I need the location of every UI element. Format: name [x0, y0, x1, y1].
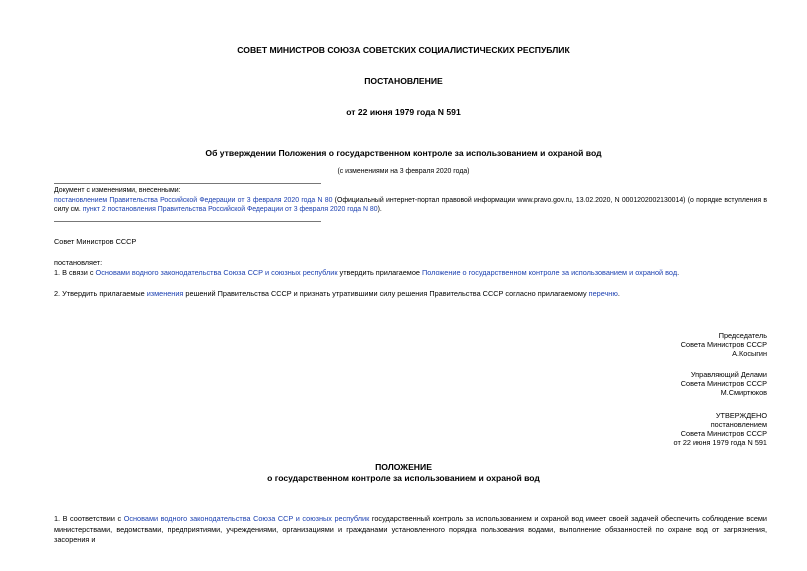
divider-bottom: [54, 221, 321, 222]
regulation-subheading: о государственном контроле за использованием и охраной вод: [267, 473, 540, 483]
link-amendments[interactable]: изменения: [146, 289, 184, 298]
link-decree-80-item2[interactable]: пункт 2 постановления Правительства Российской Федерации от 3 февраля 2020 года N 80: [82, 205, 378, 213]
approval-block: [567, 411, 767, 447]
approval-line-1: УТВЕРЖДЕНО: [715, 411, 767, 420]
divider-top: [54, 183, 321, 184]
link-regulation[interactable]: Положение о государственном контроле за использованием и охраной вод: [421, 268, 678, 277]
item1-mid: утвердить прилагаемое: [337, 268, 422, 277]
changes-intro: Документ с изменениями, внесенными:: [54, 187, 181, 194]
manager-title: Управляющий Делами: [690, 370, 767, 379]
resolution-item-1: [54, 268, 767, 277]
changes-source: (Официальный интернет-портал правовой информации www.pravo.gov.ru, 13.02.2020, N 0001202002130014) (о порядке вступления в силу см.: [54, 197, 767, 213]
resolution-item-2: [54, 289, 767, 298]
regulation-heading: ПОЛОЖЕНИЕ: [375, 462, 432, 472]
chairman-name: А.Косыгин: [732, 349, 767, 359]
council-title: СОВЕТ МИНИСТРОВ СОЮЗА СОВЕТСКИХ СОЦИАЛИСТИЧЕСКИХ РЕСПУБЛИК: [237, 45, 570, 55]
changes-end: ).: [377, 205, 382, 213]
item1-suffix: .: [677, 268, 680, 277]
issuer: Совет Министров СССР: [54, 237, 137, 246]
doc-title: Об утверждении Положения о государственном контроле за использованием и охраной вод: [205, 148, 602, 158]
manager-block: [567, 370, 767, 397]
approval-line-2: постановлением: [710, 420, 767, 430]
manager-org: Совета Министров СССР: [680, 379, 767, 389]
chairman-org: Совета Министров СССР: [680, 340, 767, 350]
approval-line-4: от 22 июня 1979 года N 591: [673, 438, 767, 448]
link-water-law-basics[interactable]: Основами водного законодательства Союза ССР и союзных республик: [95, 268, 338, 277]
chairman-block: [567, 331, 767, 358]
item1-prefix: 1. В связи с: [54, 268, 96, 277]
doc-date-number: от 22 июня 1979 года N 591: [346, 107, 461, 117]
approval-line-3: Совета Министров СССР: [680, 429, 767, 439]
amendments-note: (с изменениями на 3 февраля 2020 года): [337, 168, 470, 175]
manager-name: М.Смиртюков: [720, 388, 767, 398]
chairman-title: Председатель: [718, 331, 767, 340]
link-list[interactable]: перечню: [588, 289, 618, 298]
link-decree-80[interactable]: постановлением Правительства Российской Федерации от 3 февраля 2020 года N 80: [54, 197, 333, 204]
link-water-law-basics-2[interactable]: Основами водного законодательства Союза ССР и союзных республик: [123, 514, 370, 523]
regulation-item-1: [54, 514, 767, 546]
item2-suffix: .: [617, 289, 620, 298]
item2-prefix: 2. Утвердить прилагаемые: [54, 289, 147, 298]
reg-item1-prefix: 1. В соответствии с: [54, 514, 124, 523]
doc-type: ПОСТАНОВЛЕНИЕ: [364, 76, 443, 86]
reg-item1-text: государственный контроль за использованием и охраной вод имеет своей задачей обеспечить соблюдение всеми министерствами, ведомствами, предприятиями, учреждениями, организациями и гражданами установленного порядка пользования водами, выполнение обязанностей по охране вод от загрязнения, засорения и: [54, 514, 768, 545]
resolves-label: постановляет:: [54, 258, 103, 267]
changes-text: [54, 197, 767, 214]
item2-mid: решений Правительства СССР и признать утратившими силу решения Правительства СССР согласно прилагаемому: [183, 289, 589, 298]
